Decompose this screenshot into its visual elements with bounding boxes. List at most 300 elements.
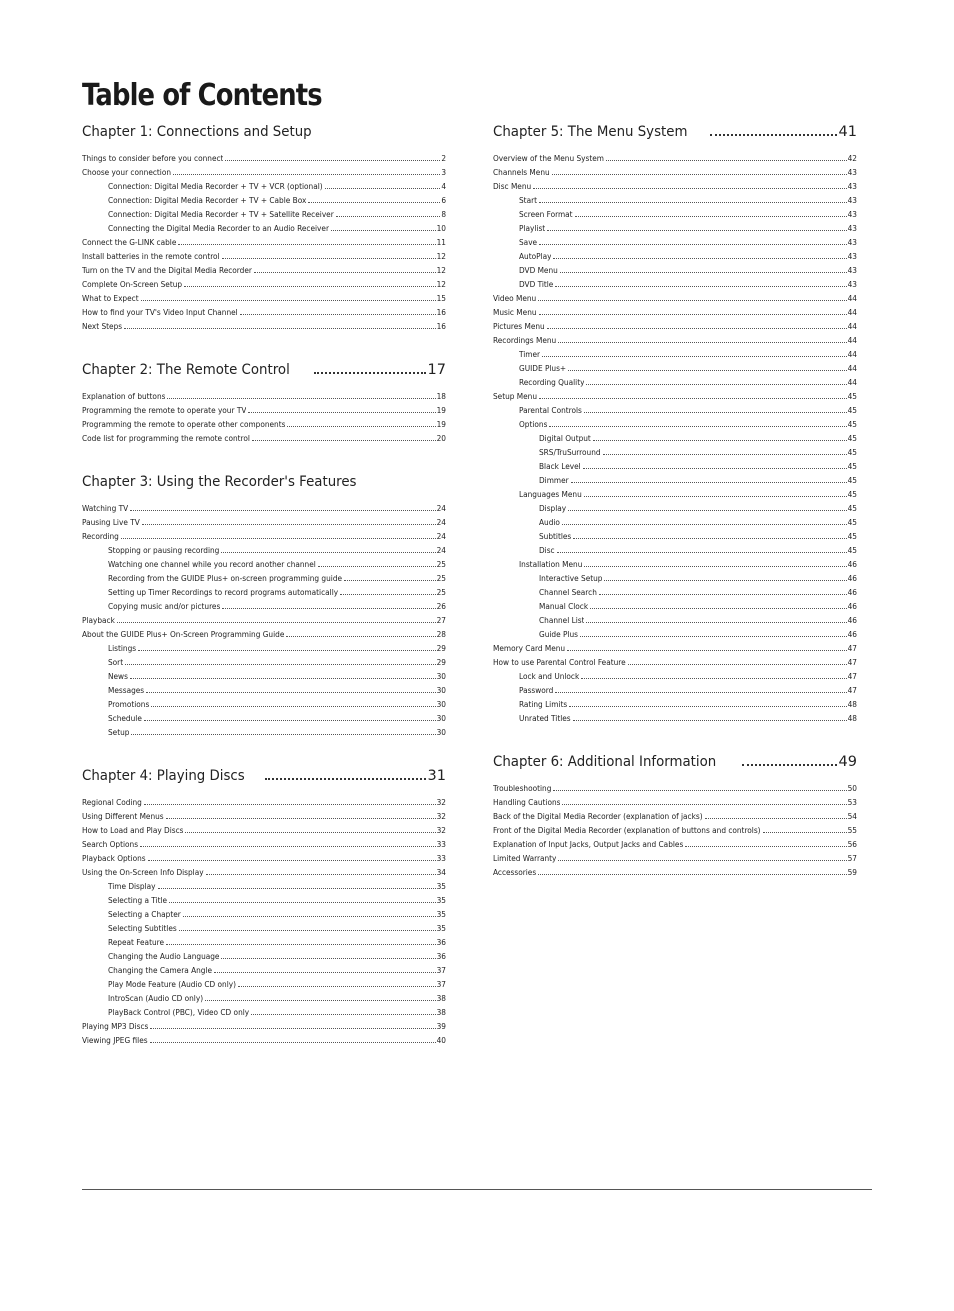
toc-entry-title: Installation Menu xyxy=(519,559,583,569)
chapter-heading[interactable] xyxy=(82,766,446,784)
dot-leader xyxy=(628,664,847,665)
toc-entry-page-number: 55 xyxy=(847,825,857,835)
toc-entry-title: Playback xyxy=(82,615,115,625)
toc-entry-title: Watching TV xyxy=(82,503,129,513)
toc-entry-title: Code list for programming the remote control xyxy=(82,433,250,443)
chapter-heading[interactable] xyxy=(82,122,446,140)
toc-entry-title: Audio xyxy=(539,517,560,527)
chapter-section xyxy=(493,122,857,725)
toc-entry-title: Overview of the Menu System xyxy=(493,153,604,163)
toc-entry-page-number: 45 xyxy=(847,461,857,471)
toc-entry[interactable] xyxy=(493,613,857,627)
toc-entry-title: Recording Quality xyxy=(519,377,585,387)
dot-leader xyxy=(586,622,846,623)
toc-entry-page-number: 44 xyxy=(847,349,857,359)
toc-entry-page-number: 46 xyxy=(847,587,857,597)
dot-leader xyxy=(568,510,846,511)
toc-entry[interactable] xyxy=(82,865,446,879)
toc-entry-page-number: 47 xyxy=(847,657,857,667)
toc-entry-title: IntroScan (Audio CD only) xyxy=(108,993,204,1003)
chapter-section xyxy=(82,472,446,739)
toc-entry[interactable] xyxy=(493,641,857,655)
toc-entry-title: Playlist xyxy=(519,223,546,233)
toc-entry-page-number: 43 xyxy=(847,237,857,247)
toc-entry-list xyxy=(82,151,446,333)
toc-entry-page-number: 35 xyxy=(436,909,446,919)
chapter-page-number: 41 xyxy=(838,124,857,140)
toc-entry-title: Using the On-Screen Info Display xyxy=(82,867,204,877)
toc-entry-title: Video Menu xyxy=(493,293,537,303)
toc-entry[interactable] xyxy=(493,543,857,557)
chapter-section xyxy=(82,122,446,333)
toc-entry-title: Lock and Unlock xyxy=(519,671,580,681)
toc-entry[interactable] xyxy=(493,571,857,585)
toc-entry-page-number: 33 xyxy=(436,853,446,863)
toc-entry[interactable] xyxy=(82,389,446,403)
chapter-heading[interactable] xyxy=(82,360,446,378)
dot-leader xyxy=(124,328,436,329)
toc-entry-page-number: 19 xyxy=(436,405,446,415)
dot-leader xyxy=(344,580,436,581)
toc-entry[interactable] xyxy=(82,165,446,179)
toc-entry-page-number: 37 xyxy=(436,965,446,975)
dot-leader xyxy=(158,888,436,889)
dot-leader xyxy=(131,734,435,735)
dot-leader xyxy=(710,134,836,136)
toc-entry[interactable] xyxy=(82,613,446,627)
toc-entry[interactable] xyxy=(493,655,857,669)
toc-entry-title: About the GUIDE Plus+ On-Screen Programming Guide xyxy=(82,629,285,639)
dot-leader xyxy=(583,468,847,469)
toc-entry[interactable] xyxy=(493,193,857,207)
toc-entry-page-number: 50 xyxy=(847,783,857,793)
toc-entry[interactable] xyxy=(82,543,446,557)
toc-entry-title: Changing the Camera Angle xyxy=(108,965,213,975)
toc-entry-title: Recordings Menu xyxy=(493,335,557,345)
toc-entry[interactable] xyxy=(82,977,446,991)
toc-entry[interactable] xyxy=(82,711,446,725)
toc-entry[interactable] xyxy=(493,417,857,431)
toc-entry[interactable] xyxy=(493,529,857,543)
toc-entry[interactable] xyxy=(493,837,857,851)
toc-entry[interactable] xyxy=(82,949,446,963)
toc-entry-page-number: 26 xyxy=(436,601,446,611)
toc-entry[interactable] xyxy=(493,823,857,837)
toc-entry-title: Save xyxy=(519,237,538,247)
toc-entry-title: Pictures Menu xyxy=(493,321,545,331)
toc-entry[interactable] xyxy=(82,963,446,977)
dot-leader xyxy=(539,244,847,245)
toc-entry[interactable] xyxy=(82,277,446,291)
chapter-title: Chapter 4: Playing Discs xyxy=(82,768,245,784)
dot-leader xyxy=(179,930,436,931)
toc-entry-title: Channels Menu xyxy=(493,167,550,177)
toc-entry[interactable] xyxy=(493,235,857,249)
dot-leader xyxy=(557,552,847,553)
toc-entry-title: Using Different Menus xyxy=(82,811,164,821)
dot-leader xyxy=(240,314,436,315)
page-title: Table of Contents xyxy=(82,78,322,113)
toc-entry-page-number: 11 xyxy=(436,237,446,247)
toc-entry-title: Messages xyxy=(108,685,145,695)
toc-entry-page-number: 24 xyxy=(436,517,446,527)
toc-entry-title: Selecting a Title xyxy=(108,895,168,905)
toc-entry[interactable] xyxy=(82,655,446,669)
dot-leader xyxy=(130,510,435,511)
dot-leader xyxy=(286,636,435,637)
dot-leader xyxy=(185,832,435,833)
toc-entry[interactable] xyxy=(82,179,446,193)
dot-leader xyxy=(568,370,847,371)
toc-entry[interactable] xyxy=(493,515,857,529)
toc-entry-title: Accessories xyxy=(493,867,537,877)
toc-entry-page-number: 54 xyxy=(847,811,857,821)
toc-entry-title: Disc xyxy=(539,545,555,555)
toc-entry[interactable] xyxy=(82,725,446,739)
dot-leader xyxy=(331,230,436,231)
dot-leader xyxy=(125,664,436,665)
toc-entry[interactable] xyxy=(82,1019,446,1033)
toc-entry[interactable] xyxy=(493,431,857,445)
toc-entry-page-number: 36 xyxy=(436,937,446,947)
toc-entry[interactable] xyxy=(82,305,446,319)
dot-leader xyxy=(173,174,440,175)
toc-entry[interactable] xyxy=(493,347,857,361)
dot-leader xyxy=(225,160,440,161)
toc-entry-page-number: 10 xyxy=(436,223,446,233)
toc-entry[interactable] xyxy=(493,683,857,697)
toc-entry-title: Unrated Titles xyxy=(519,713,571,723)
toc-entry[interactable] xyxy=(82,319,446,333)
dot-leader xyxy=(599,594,847,595)
chapter-page-number: 17 xyxy=(427,362,446,378)
toc-entry-page-number: 30 xyxy=(436,713,446,723)
toc-entry-title: Viewing JPEG files xyxy=(82,1035,148,1045)
toc-entry-title: Interactive Setup xyxy=(539,573,603,583)
chapter-page-number: 49 xyxy=(838,754,857,770)
toc-entry[interactable] xyxy=(82,935,446,949)
dot-leader xyxy=(221,552,435,553)
toc-entry[interactable] xyxy=(82,823,446,837)
dot-leader xyxy=(584,566,846,567)
toc-entry-title: Setup Menu xyxy=(493,391,538,401)
toc-entry-page-number: 45 xyxy=(847,405,857,415)
toc-entry[interactable] xyxy=(82,893,446,907)
dot-leader xyxy=(685,846,846,847)
toc-entry[interactable] xyxy=(82,431,446,445)
toc-entry-page-number: 3 xyxy=(441,167,446,177)
toc-entry[interactable] xyxy=(493,781,857,795)
toc-entry-page-number: 12 xyxy=(436,251,446,261)
toc-entry[interactable] xyxy=(493,445,857,459)
dot-leader xyxy=(539,314,847,315)
toc-entry-title: Parental Controls xyxy=(519,405,582,415)
toc-entry[interactable] xyxy=(493,795,857,809)
toc-entry-title: Back of the Digital Media Recorder (explanation of jacks) xyxy=(493,811,703,821)
toc-entry-list xyxy=(82,389,446,445)
toc-entry[interactable] xyxy=(493,277,857,291)
toc-entry-title: Rating Limits xyxy=(519,699,568,709)
toc-entry-title: DVD Menu xyxy=(519,265,558,275)
toc-entry[interactable] xyxy=(82,809,446,823)
toc-entry-title: Selecting a Chapter xyxy=(108,909,181,919)
toc-entry-title: Explanation of Input Jacks, Output Jacks and Cables xyxy=(493,839,684,849)
toc-entry-title: Start xyxy=(519,195,537,205)
toc-entry-title: Complete On-Screen Setup xyxy=(82,279,183,289)
toc-entry[interactable] xyxy=(82,683,446,697)
toc-entry-page-number: 16 xyxy=(436,321,446,331)
toc-entry[interactable] xyxy=(82,697,446,711)
toc-entry[interactable] xyxy=(493,557,857,571)
toc-entry-page-number: 43 xyxy=(847,195,857,205)
dot-leader xyxy=(142,524,436,525)
dot-leader xyxy=(254,272,436,273)
toc-entry[interactable] xyxy=(493,697,857,711)
toc-entry[interactable] xyxy=(493,403,857,417)
toc-entry-title: How to find your TV's Video Input Channel xyxy=(82,307,238,317)
chapter-heading[interactable] xyxy=(493,752,857,770)
toc-entry[interactable] xyxy=(82,1033,446,1047)
toc-entry[interactable] xyxy=(82,837,446,851)
toc-entry[interactable] xyxy=(82,1005,446,1019)
toc-entry-title: Channel List xyxy=(539,615,585,625)
toc-entry-page-number: 47 xyxy=(847,643,857,653)
dot-leader xyxy=(318,566,436,567)
dot-leader xyxy=(586,384,846,385)
toc-entry-page-number: 15 xyxy=(436,293,446,303)
dot-leader xyxy=(584,496,847,497)
toc-entry-title: Changing the Audio Language xyxy=(108,951,220,961)
toc-entry[interactable] xyxy=(82,501,446,515)
dot-leader xyxy=(567,650,847,651)
dot-leader xyxy=(140,846,436,847)
toc-entry[interactable] xyxy=(82,193,446,207)
toc-entry-page-number: 43 xyxy=(847,223,857,233)
toc-entry[interactable] xyxy=(82,291,446,305)
dot-leader xyxy=(222,258,436,259)
toc-entry[interactable] xyxy=(82,585,446,599)
toc-entry-title: Connection: Digital Media Recorder + TV + Satellite Receiver xyxy=(108,209,334,219)
dot-leader xyxy=(581,678,846,679)
toc-entry[interactable] xyxy=(82,571,446,585)
toc-entry-page-number: 44 xyxy=(847,293,857,303)
toc-entry-title: Setup xyxy=(108,727,130,737)
toc-entry[interactable] xyxy=(82,235,446,249)
toc-entry-page-number: 12 xyxy=(436,279,446,289)
toc-entry[interactable] xyxy=(82,795,446,809)
chapter-heading[interactable] xyxy=(493,122,857,140)
toc-entry-title: Turn on the TV and the Digital Media Recorder xyxy=(82,265,252,275)
chapter-section xyxy=(493,752,857,879)
toc-entry[interactable] xyxy=(82,151,446,165)
dot-leader xyxy=(314,372,426,374)
toc-entry-page-number: 40 xyxy=(436,1035,446,1045)
chapter-title: Chapter 3: Using the Recorder's Features xyxy=(82,474,357,490)
toc-entry[interactable] xyxy=(493,249,857,263)
dot-leader xyxy=(560,272,847,273)
toc-entry[interactable] xyxy=(493,291,857,305)
dot-leader xyxy=(130,678,436,679)
toc-entry-title: Recording xyxy=(82,531,119,541)
toc-entry[interactable] xyxy=(493,207,857,221)
dot-leader xyxy=(538,300,846,301)
toc-entry[interactable] xyxy=(82,207,446,221)
dot-leader xyxy=(547,230,846,231)
toc-entry[interactable] xyxy=(82,221,446,235)
toc-entry-page-number: 45 xyxy=(847,447,857,457)
toc-entry-page-number: 45 xyxy=(847,419,857,429)
toc-entry-page-number: 48 xyxy=(847,699,857,709)
dot-leader xyxy=(214,972,436,973)
toc-entry[interactable] xyxy=(82,851,446,865)
dot-leader xyxy=(144,720,436,721)
toc-entry[interactable] xyxy=(493,319,857,333)
dot-leader xyxy=(178,244,435,245)
toc-entry-title: Choose your connection xyxy=(82,167,172,177)
toc-entry-page-number: 38 xyxy=(436,1007,446,1017)
dot-leader xyxy=(183,916,436,917)
dot-leader xyxy=(166,944,436,945)
toc-entry-page-number: 32 xyxy=(436,825,446,835)
toc-entry[interactable] xyxy=(493,669,857,683)
toc-entry[interactable] xyxy=(82,417,446,431)
toc-entry-page-number: 46 xyxy=(847,615,857,625)
dot-leader xyxy=(150,1028,435,1029)
toc-entry-page-number: 20 xyxy=(436,433,446,443)
dot-leader xyxy=(604,580,846,581)
dot-leader xyxy=(148,860,436,861)
toc-entry-title: Repeat Feature xyxy=(108,937,165,947)
toc-entry[interactable] xyxy=(493,851,857,865)
toc-entry[interactable] xyxy=(493,473,857,487)
toc-entry[interactable] xyxy=(82,627,446,641)
toc-entry-page-number: 47 xyxy=(847,685,857,695)
toc-entry-page-number: 45 xyxy=(847,503,857,513)
dot-leader xyxy=(146,692,435,693)
toc-entry[interactable] xyxy=(82,921,446,935)
dot-leader xyxy=(151,706,435,707)
dot-leader xyxy=(205,1000,436,1001)
toc-entry-page-number: 46 xyxy=(847,573,857,583)
toc-entry[interactable] xyxy=(82,515,446,529)
toc-entry-title: Digital Output xyxy=(539,433,591,443)
dot-leader xyxy=(763,832,847,833)
chapter-heading[interactable] xyxy=(82,472,446,490)
dot-leader xyxy=(221,958,435,959)
toc-entry-title: Play Mode Feature (Audio CD only) xyxy=(108,979,236,989)
toc-entry[interactable] xyxy=(493,459,857,473)
toc-entry[interactable] xyxy=(82,529,446,543)
toc-entry[interactable] xyxy=(493,865,857,879)
toc-entry[interactable] xyxy=(82,263,446,277)
dot-leader xyxy=(169,902,436,903)
toc-entry-page-number: 44 xyxy=(847,321,857,331)
dot-leader xyxy=(569,706,846,707)
toc-entry-page-number: 36 xyxy=(436,951,446,961)
chapter-title: Chapter 5: The Menu System xyxy=(493,124,688,140)
toc-entry-page-number: 34 xyxy=(436,867,446,877)
dot-leader xyxy=(308,202,440,203)
toc-entry[interactable] xyxy=(82,879,446,893)
toc-entry-page-number: 27 xyxy=(436,615,446,625)
toc-entry[interactable] xyxy=(493,501,857,515)
toc-entry[interactable] xyxy=(82,557,446,571)
toc-entry[interactable] xyxy=(493,151,857,165)
toc-entry[interactable] xyxy=(82,599,446,613)
toc-entry-title: Sort xyxy=(108,657,124,667)
dot-leader xyxy=(584,412,847,413)
toc-entry[interactable] xyxy=(493,585,857,599)
toc-entry[interactable] xyxy=(82,641,446,655)
toc-entry[interactable] xyxy=(82,991,446,1005)
dot-leader xyxy=(553,258,846,259)
toc-entry-page-number: 24 xyxy=(436,531,446,541)
toc-entry-title: Limited Warranty xyxy=(493,853,557,863)
toc-entry[interactable] xyxy=(493,627,857,641)
toc-entry-page-number: 35 xyxy=(436,881,446,891)
toc-entry[interactable] xyxy=(493,389,857,403)
toc-entry-title: Setting up Timer Recordings to record programs automatically xyxy=(108,587,339,597)
dot-leader xyxy=(222,608,435,609)
toc-entry-page-number: 45 xyxy=(847,475,857,485)
toc-entry-title: Password xyxy=(519,685,554,695)
toc-entry[interactable] xyxy=(82,669,446,683)
toc-entry-title: Languages Menu xyxy=(519,489,582,499)
toc-entry[interactable] xyxy=(82,249,446,263)
toc-entry[interactable] xyxy=(493,165,857,179)
toc-entry[interactable] xyxy=(493,487,857,501)
toc-entry-page-number: 43 xyxy=(847,265,857,275)
toc-entry[interactable] xyxy=(493,179,857,193)
toc-entry-title: Selecting Subtitles xyxy=(108,923,177,933)
toc-entry-page-number: 16 xyxy=(436,307,446,317)
toc-entry[interactable] xyxy=(493,711,857,725)
dot-leader xyxy=(573,720,847,721)
dot-leader xyxy=(252,440,436,441)
toc-entry-page-number: 32 xyxy=(436,797,446,807)
toc-entry-page-number: 12 xyxy=(436,265,446,275)
toc-entry-title: Explanation of buttons xyxy=(82,391,166,401)
toc-entry-page-number: 24 xyxy=(436,503,446,513)
toc-entry[interactable] xyxy=(493,263,857,277)
toc-entry-title: Disc Menu xyxy=(493,181,532,191)
toc-entry[interactable] xyxy=(493,361,857,375)
toc-entry-page-number: 19 xyxy=(436,419,446,429)
footer-rule xyxy=(82,1189,872,1190)
toc-entry-title: How to use Parental Control Feature xyxy=(493,657,626,667)
toc-entry[interactable] xyxy=(493,305,857,319)
toc-entry-title: Install batteries in the remote control xyxy=(82,251,220,261)
dot-leader xyxy=(336,216,441,217)
dot-leader xyxy=(248,412,435,413)
toc-entry[interactable] xyxy=(493,599,857,613)
toc-entry-title: Time Display xyxy=(108,881,156,891)
dot-leader xyxy=(573,538,846,539)
toc-entry[interactable] xyxy=(82,907,446,921)
toc-entry[interactable] xyxy=(493,333,857,347)
dot-leader xyxy=(325,188,441,189)
toc-entry-title: Front of the Digital Media Recorder (explanation of buttons and controls) xyxy=(493,825,761,835)
toc-entry[interactable] xyxy=(493,221,857,235)
toc-entry[interactable] xyxy=(82,403,446,417)
toc-entry-title: Recording from the GUIDE Plus+ on-screen programming guide xyxy=(108,573,343,583)
toc-entry-page-number: 30 xyxy=(436,671,446,681)
toc-entry[interactable] xyxy=(493,809,857,823)
toc-entry[interactable] xyxy=(493,375,857,389)
toc-entry-title: Connect the G-LINK cable xyxy=(82,237,177,247)
dot-leader xyxy=(141,300,436,301)
toc-entry-page-number: 29 xyxy=(436,643,446,653)
